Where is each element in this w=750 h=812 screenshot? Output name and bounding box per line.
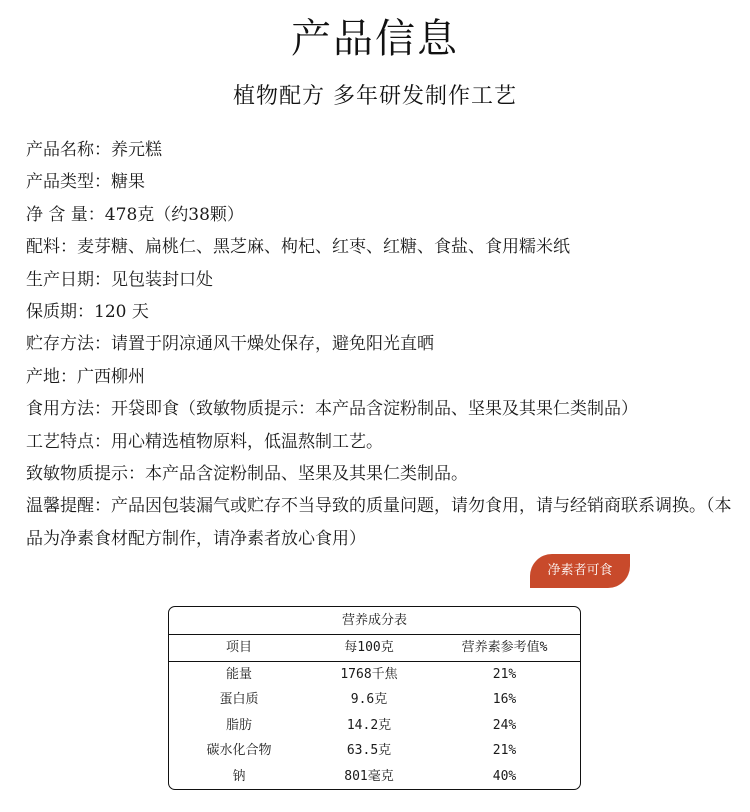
- table-row: [169, 713, 580, 739]
- row-nrv: 21%: [492, 743, 517, 758]
- row-item: 钠: [232, 768, 246, 784]
- page-subtitle: 植物配方 多年研发制作工艺: [233, 84, 517, 109]
- table-row: [169, 738, 580, 764]
- info-craft: 工艺特点：用心精选植物原料，低温熬制工艺。: [26, 431, 383, 452]
- info-product-name: 产品名称：养元糕: [26, 140, 162, 160]
- nutrition-header-row: [169, 635, 580, 662]
- table-row: [169, 662, 580, 688]
- row-amount: 14.2克: [346, 717, 392, 733]
- row-nrv: 16%: [492, 692, 517, 707]
- header-per-100g: 每100克: [344, 640, 394, 655]
- row-amount: 801毫克: [344, 768, 394, 784]
- row-nrv: 40%: [492, 768, 517, 784]
- row-item: 碳水化合物: [206, 743, 272, 758]
- info-production-date: 生产日期：见包装封口处: [26, 269, 213, 290]
- info-product-type: 产品类型：糖果: [26, 172, 145, 193]
- row-amount: 9.6克: [350, 692, 388, 707]
- table-row: [169, 764, 580, 790]
- info-shelf-life: 保质期：120 天: [26, 302, 149, 323]
- row-item: 蛋白质: [219, 692, 259, 707]
- info-ingredients: 配料：麦芽糖、扁桃仁、黑芝麻、枸杞、红枣、红糖、食盐、食用糯米纸: [26, 237, 570, 258]
- row-nrv: 24%: [492, 717, 517, 733]
- row-amount: 1768千焦: [340, 666, 398, 682]
- row-nrv: 21%: [492, 666, 517, 682]
- row-amount: 63.5克: [346, 743, 392, 758]
- nutrition-table-title: 营养成分表: [169, 607, 580, 635]
- product-info: [26, 134, 738, 555]
- info-storage: 贮存方法：请置于阴凉通风干燥处保存，避免阳光直晒: [26, 334, 434, 355]
- row-item: 能量: [225, 666, 252, 682]
- info-origin: 产地：广西柳州: [26, 366, 145, 387]
- vegan-badge: 净素者可食: [530, 554, 630, 588]
- info-allergen: 致敏物质提示：本产品含淀粉制品、坚果及其果仁类制品。: [26, 464, 468, 485]
- info-usage: 食用方法：开袋即食（致敏物质提示：本产品含淀粉制品、坚果及其果仁类制品）: [26, 399, 638, 420]
- header-item: 项目: [225, 640, 252, 655]
- nutrition-table: [168, 606, 581, 790]
- row-item: 脂肪: [225, 717, 252, 733]
- header-nrv: 营养素参考值%: [461, 640, 548, 655]
- info-reminder: 温馨提醒：产品因包装漏气或贮存不当导致的质量问题，请勿食用，请与经销商联系调换。（本品为净素食材配方制作，请净素者放心食用）: [26, 496, 732, 549]
- table-row: [169, 687, 580, 713]
- info-net-weight: 净 含 量：478克（约38颗）: [26, 204, 244, 225]
- page-title: 产品信息: [291, 16, 459, 62]
